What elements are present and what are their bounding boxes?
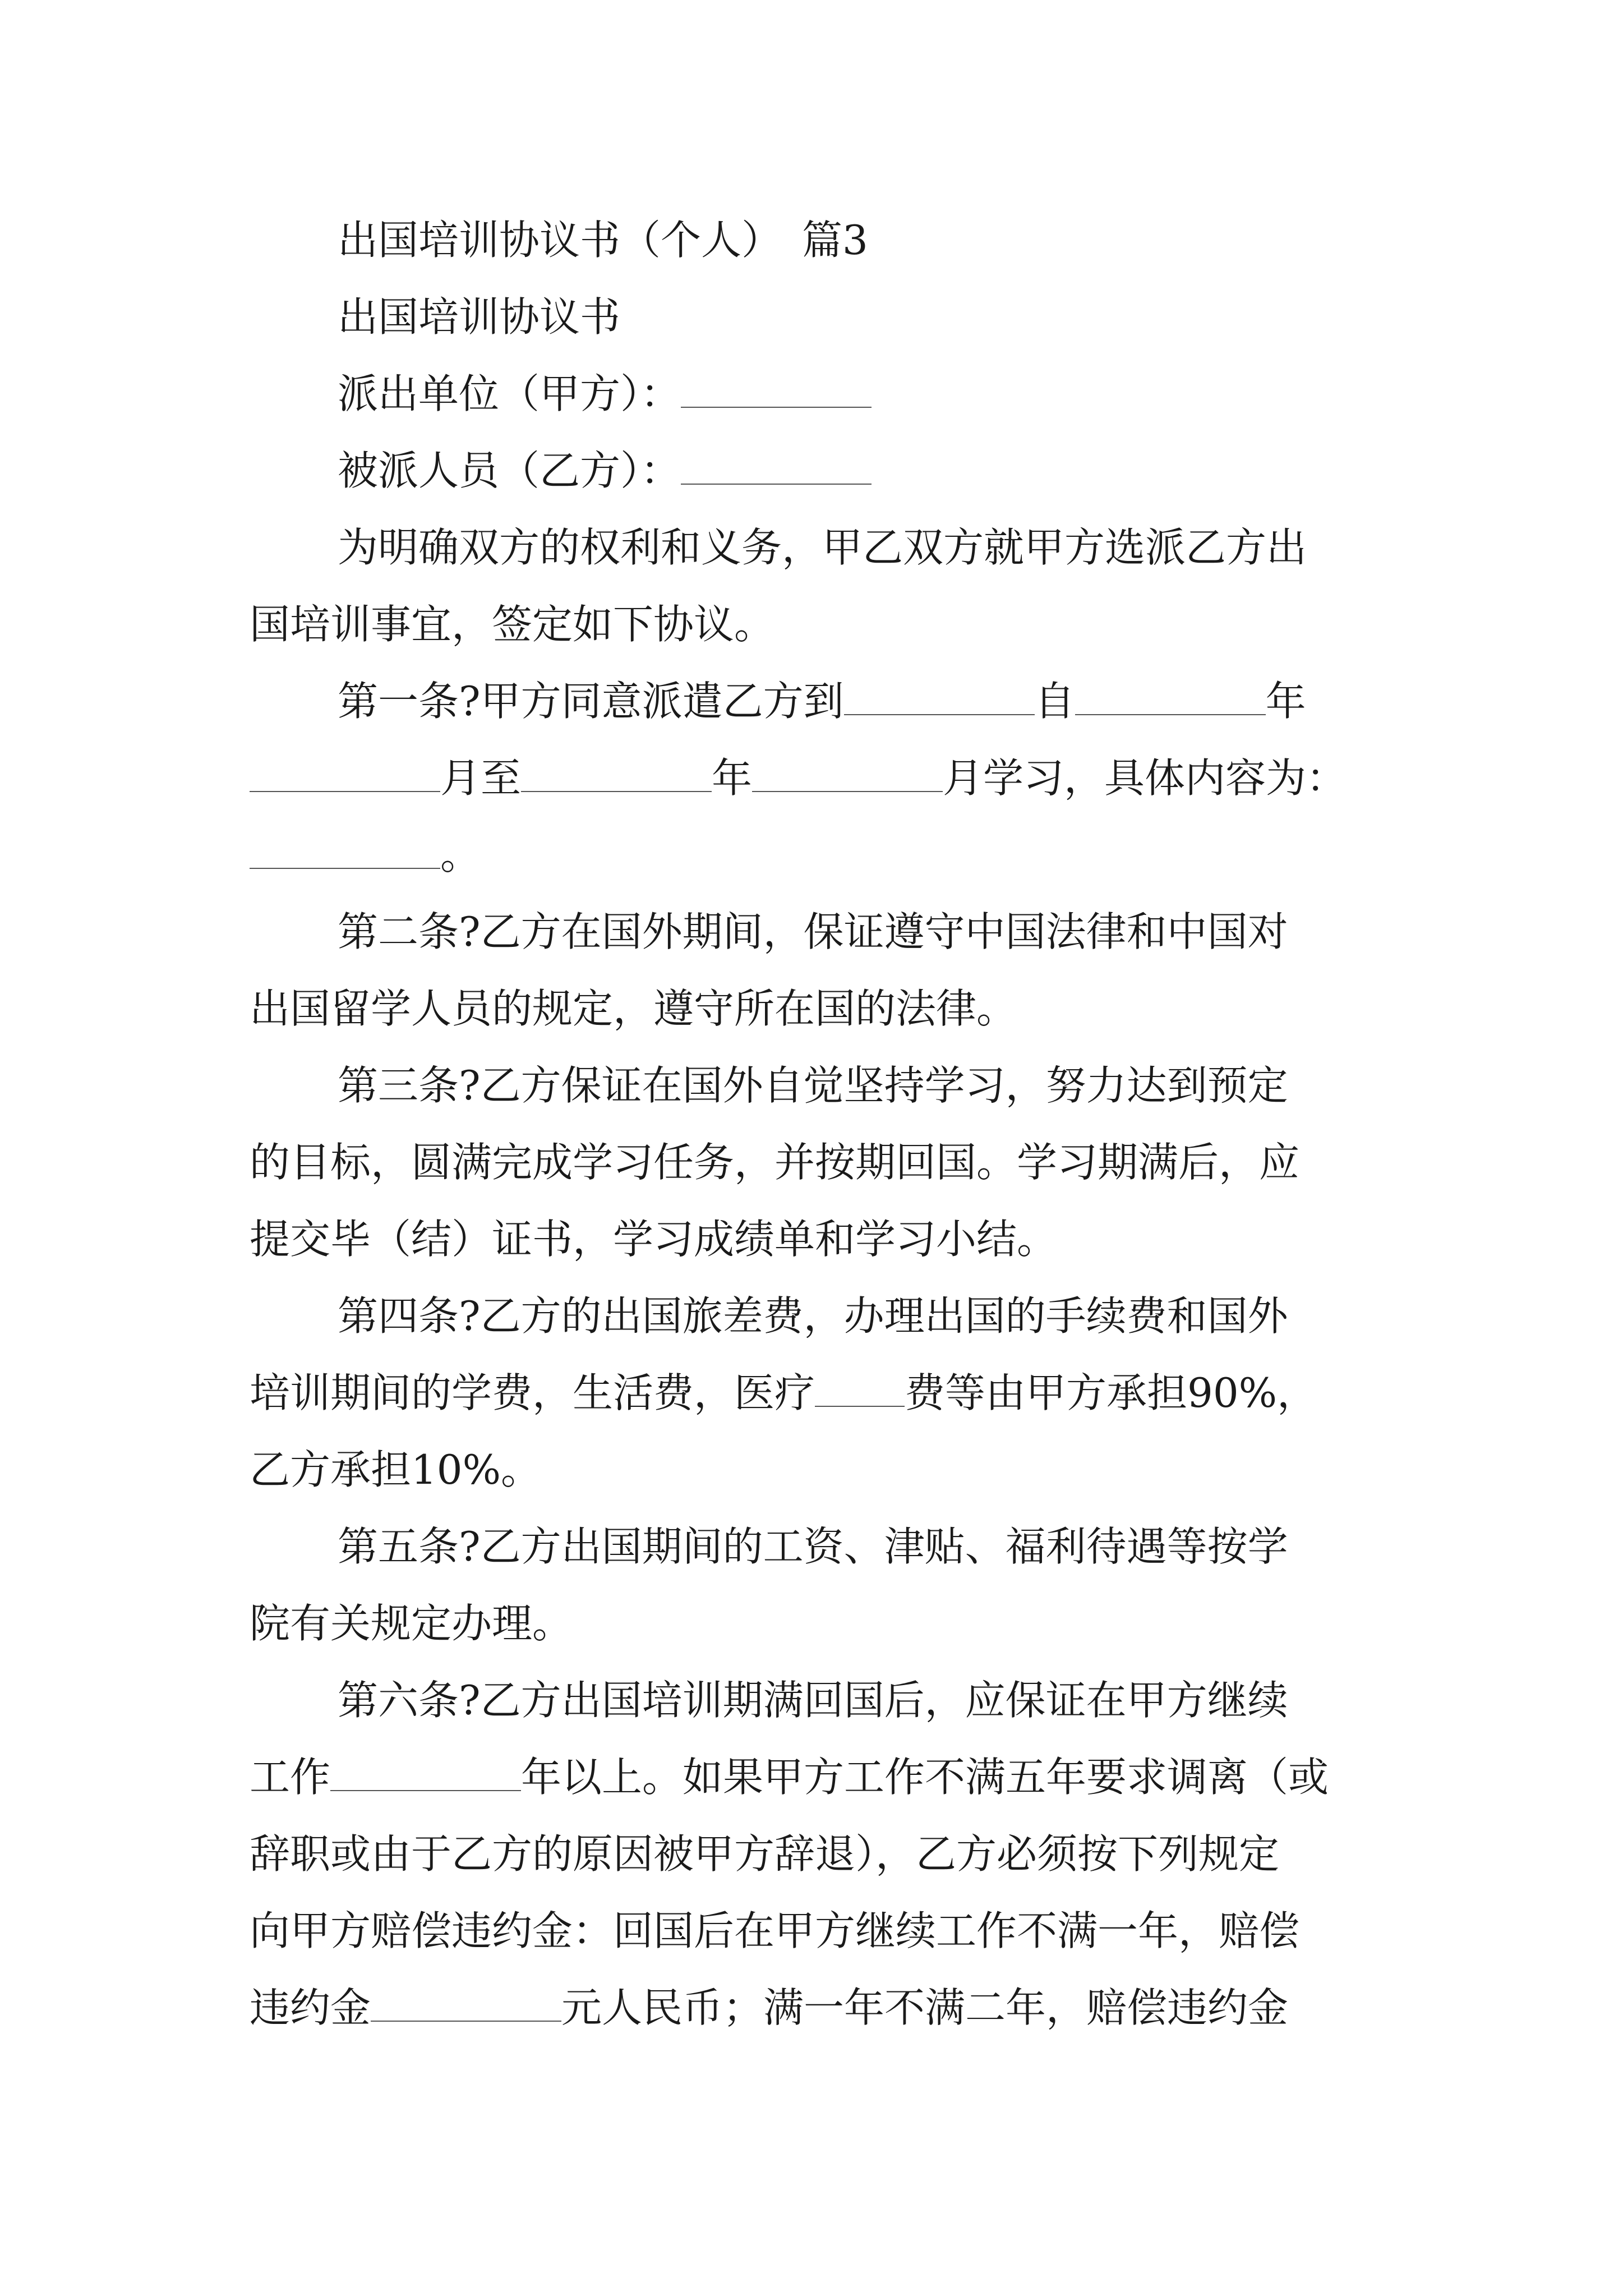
art1-text-c: 年 (1265, 678, 1306, 725)
art6-text-3: 辞职或由于乙方的原因被甲方辞退），乙方必须按下列规定 (250, 1830, 1280, 1878)
art4-text-1: 第四条?乙方的出国旅差费，办理出国的手续费和国外 (338, 1292, 1288, 1340)
art6-blank-penalty (371, 1987, 561, 2022)
intro-text-2: 国培训事宜，签定如下协议。 (250, 601, 775, 648)
party-a-label: 派出单位（甲方）： (338, 370, 681, 417)
art1-blank-end-year (521, 757, 712, 792)
article-1-line-3 (250, 830, 481, 880)
document-heading (338, 215, 868, 265)
heading-text: 出国培训协议书（个人） 篇3 (338, 217, 868, 264)
art4-blank-medical (815, 1372, 905, 1407)
document-title (338, 292, 620, 342)
art6-text-1: 第六条?乙方出国培训期满回国后，应保证在甲方继续 (338, 1677, 1288, 1724)
article-5-line-2 (250, 1598, 573, 1649)
art5-text-2: 院有关规定办理。 (250, 1600, 573, 1647)
art6-text-2b: 年以上。如果甲方工作不满五年要求调离（或 (521, 1754, 1329, 1801)
art1-blank-start-year (1075, 680, 1266, 715)
article-6-line-3 (250, 1829, 1279, 1879)
article-6-line-5 (250, 1982, 1288, 2033)
party-b-label: 被派人员（乙方）： (338, 447, 681, 494)
party-a-blank (681, 373, 872, 408)
article-6-line-2 (250, 1752, 1329, 1802)
art6-text-4: 向甲方赔偿违约金：回国后在甲方继续工作不满一年，赔偿 (250, 1907, 1300, 1954)
party-b-line (338, 445, 872, 496)
art1-text-d: 月至 (440, 754, 522, 802)
art3-text-3: 提交毕（结）证书，学习成绩单和学习小结。 (250, 1216, 1058, 1263)
art1-text-a: 第一条?甲方同意派遣乙方到 (338, 678, 844, 725)
art2-text-2: 出国留学人员的规定，遵守所在国的法律。 (250, 985, 1017, 1032)
article-1-line-2 (250, 753, 1347, 803)
art1-text-g: 。 (440, 831, 481, 878)
art3-text-1: 第三条?乙方保证在国外自觉坚持学习，努力达到预定 (338, 1062, 1288, 1109)
art1-text-e: 年 (712, 754, 753, 802)
article-2-line-2 (250, 983, 1017, 1034)
art2-text-1: 第二条?乙方在国外期间，保证遵守中国法律和中国对 (338, 908, 1288, 955)
article-6-line-4 (250, 1906, 1299, 1956)
party-a-line (338, 369, 872, 419)
art6-text-5a: 违约金 (250, 1984, 371, 2031)
art1-blank-end-month (752, 757, 943, 792)
intro-line-2 (250, 599, 774, 650)
art1-text-f: 月学习，具体内容为： (943, 754, 1347, 802)
art1-text-b: 自 (1034, 678, 1075, 725)
article-5-line-1 (338, 1521, 1288, 1572)
article-3-line-2 (250, 1137, 1299, 1188)
article-4-line-3 (250, 1444, 541, 1495)
article-6-line-1 (338, 1675, 1288, 1726)
article-3-line-1 (338, 1060, 1288, 1111)
article-4-line-2 (250, 1368, 1317, 1418)
art6-text-5b: 元人民币；满一年不满二年，赔偿违约金 (561, 1984, 1289, 2031)
party-b-blank (681, 450, 872, 485)
art6-text-2a: 工作 (250, 1754, 331, 1801)
title-text: 出国培训协议书 (338, 293, 621, 341)
article-2-line-1 (338, 907, 1288, 957)
article-4-line-1 (338, 1291, 1288, 1341)
art4-text-2a: 培训期间的学费，生活费，医疗 (250, 1369, 815, 1416)
art4-text-2b: 费等由甲方承担90%， (905, 1369, 1318, 1416)
art5-text-1: 第五条?乙方出国期间的工资、津贴、福利待遇等按学 (338, 1523, 1288, 1570)
art4-text-3: 乙方承担10%。 (250, 1446, 542, 1493)
art3-text-2: 的目标，圆满完成学习任务，并按期回国。学习期满后，应 (250, 1139, 1300, 1186)
art1-blank-start-month (250, 757, 440, 792)
intro-text-1: 为明确双方的权利和义务，甲乙双方就甲方选派乙方出 (338, 524, 1307, 571)
art1-blank-destination (844, 680, 1035, 715)
article-1-line-1 (338, 676, 1306, 726)
art1-blank-content (250, 834, 440, 869)
intro-line-1 (338, 522, 1307, 573)
article-3-line-3 (250, 1214, 1057, 1264)
art6-blank-years (330, 1756, 521, 1791)
